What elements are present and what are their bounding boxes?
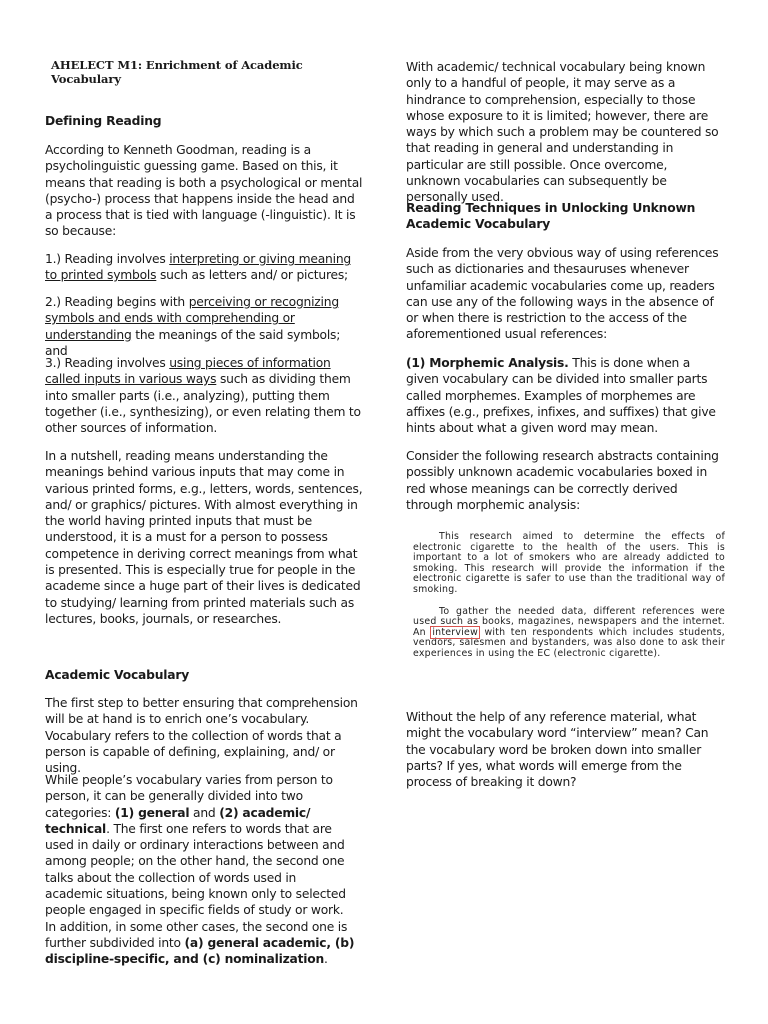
point-3-lead: 3.) Reading involves xyxy=(45,356,170,370)
abstract-2-rest: with ten respondents which includes students, vendors, salesmen and bystanders, was also done to ask their experiences in using the EC (electronic cigarette). xyxy=(413,626,725,659)
abstract-paragraph-2 xyxy=(413,607,725,660)
categories-end: . xyxy=(324,952,328,967)
point-2-rest: the meanings of the said symbols; and xyxy=(45,327,341,358)
abstract-paragraph-1: This research aimed to determine the effects of electronic cigarette to the health of the users. This is important to a lot of smokers who are already addicted to smoking. This research will provide the information if the electronic cigarette is safer to use than the traditional way of smoking. xyxy=(413,531,725,595)
boxed-word-interview: interview xyxy=(432,626,478,638)
heading-academic-vocabulary: Academic Vocabulary xyxy=(45,668,190,682)
category-subdivisions: (a) general academic, (b) discipline-specific, and (c) nominalization xyxy=(45,935,355,967)
point-1-rest: such as letters and/ or pictures; xyxy=(156,268,348,283)
categories-and: and xyxy=(189,805,220,820)
categories-body: . The first one refers to words that are used in daily or ordinary interactions between and among people; on the other hand, the second one talks about the collection of words used in academic situations, being known only to selected people engaged in specific fields of study or work. In addition, in some other cases, the second one is further subdivided into xyxy=(45,821,348,950)
heading-defining-reading: Defining Reading xyxy=(45,114,162,128)
paragraph-point-1 xyxy=(45,251,363,284)
point-3-underlined: using pieces of information called inputs in various ways xyxy=(45,356,331,387)
paragraph-categories xyxy=(45,772,357,968)
heading-reading-techniques: Reading Techniques in Unlocking Unknown Academic Vocabulary xyxy=(406,201,696,231)
point-2-lead: 2.) Reading begins with xyxy=(45,295,189,309)
point-1-underlined: interpreting or giving meaning to printed symbols xyxy=(45,252,351,283)
paragraph-nutshell: In a nutshell, reading means understanding the meanings behind various inputs that may come in various printed forms, e.g., letters, words, sentences, and/ or graphics/ pictures. With almost everything in the world having printed inputs that must be understood, it is a must for a person to possess competence in deriving correct meanings from what is presented. This is especially true for people in the academe since a huge part of their lives is dedicated to studying/ learning from printed materials such as lectures, books, journals, or researches. xyxy=(45,449,363,626)
paragraph-aside: Aside from the very obvious way of using references such as dictionaries and thesauruses whenever unfamiliar academic vocabularies come up, readers can use any of the following ways in the absence of or when there is restriction to the access of the aforementioned usual references: xyxy=(406,246,719,342)
category-general: (1) general xyxy=(114,805,190,820)
paragraph-without-help: Without the help of any reference material, what might the vocabulary word “interview” mean? Can the vocabulary word be broken down into smaller parts? If yes, what words will emerge from the process of breaking it down? xyxy=(406,710,709,790)
paragraph-point-2 xyxy=(45,294,345,359)
paragraph-intro: According to Kenneth Goodman, reading is a psycholinguistic guessing game. Based on this, it means that reading is both a psychological or mental (psycho-) process that happens inside the head and a process that is tied with language (-linguistic). It is so because: xyxy=(45,143,363,239)
category-academic: (2) academic/ technical xyxy=(45,805,311,836)
paragraph-with-academic: With academic/ technical vocabulary being known only to a handful of people, it may serve as a hindrance to comprehension, especially to those whose exposure to it is limited; however, there are ways by which such a problem may be countered so that reading in general and understanding in particular are still possible. Once overcome, unknown vocabularies can subsequently be personally used. xyxy=(406,60,719,205)
page-title: AHELECT M1: Enrichment of Academic Vocabulary xyxy=(51,58,303,86)
categories-lead: While people’s vocabulary varies from person to person, it can be generally divided into two categories: xyxy=(45,773,333,820)
abstract-2-lead: To gather the needed data, different references were used such as books, magazines, newspapers and the internet. An xyxy=(413,605,725,638)
morphemic-analysis-label: (1) Morphemic Analysis. xyxy=(406,356,569,370)
point-2-underlined: perceiving or recognizing symbols and ends with comprehending or understanding xyxy=(45,295,339,342)
point-3-rest: such as dividing them into smaller parts (i.e., analyzing), putting them together (i.e., synthesizing), or even relating them to other sources of information. xyxy=(45,372,361,436)
point-1-lead: 1.) Reading involves xyxy=(45,252,170,266)
paragraph-first-step: The first step to better ensuring that comprehension will be at hand is to enrich one’s vocabulary. Vocabulary refers to the collection of words that a person is capable of defining, explaining, and/ or using. xyxy=(45,696,358,776)
paragraph-morphemic-analysis xyxy=(406,355,724,436)
research-abstract-figure xyxy=(413,532,725,660)
paragraph-point-3 xyxy=(45,355,363,436)
paragraph-consider: Consider the following research abstracts containing possibly unknown academic vocabularies boxed in red whose meanings can be correctly derived through morphemic analysis: xyxy=(406,449,719,512)
morphemic-analysis-text: This is done when a given vocabulary can be divided into smaller parts called morphemes. Examples of morphemes are affixes (e.g., prefixes, infixes, and suffixes) that give hints about what a given word may mean. xyxy=(406,356,716,436)
